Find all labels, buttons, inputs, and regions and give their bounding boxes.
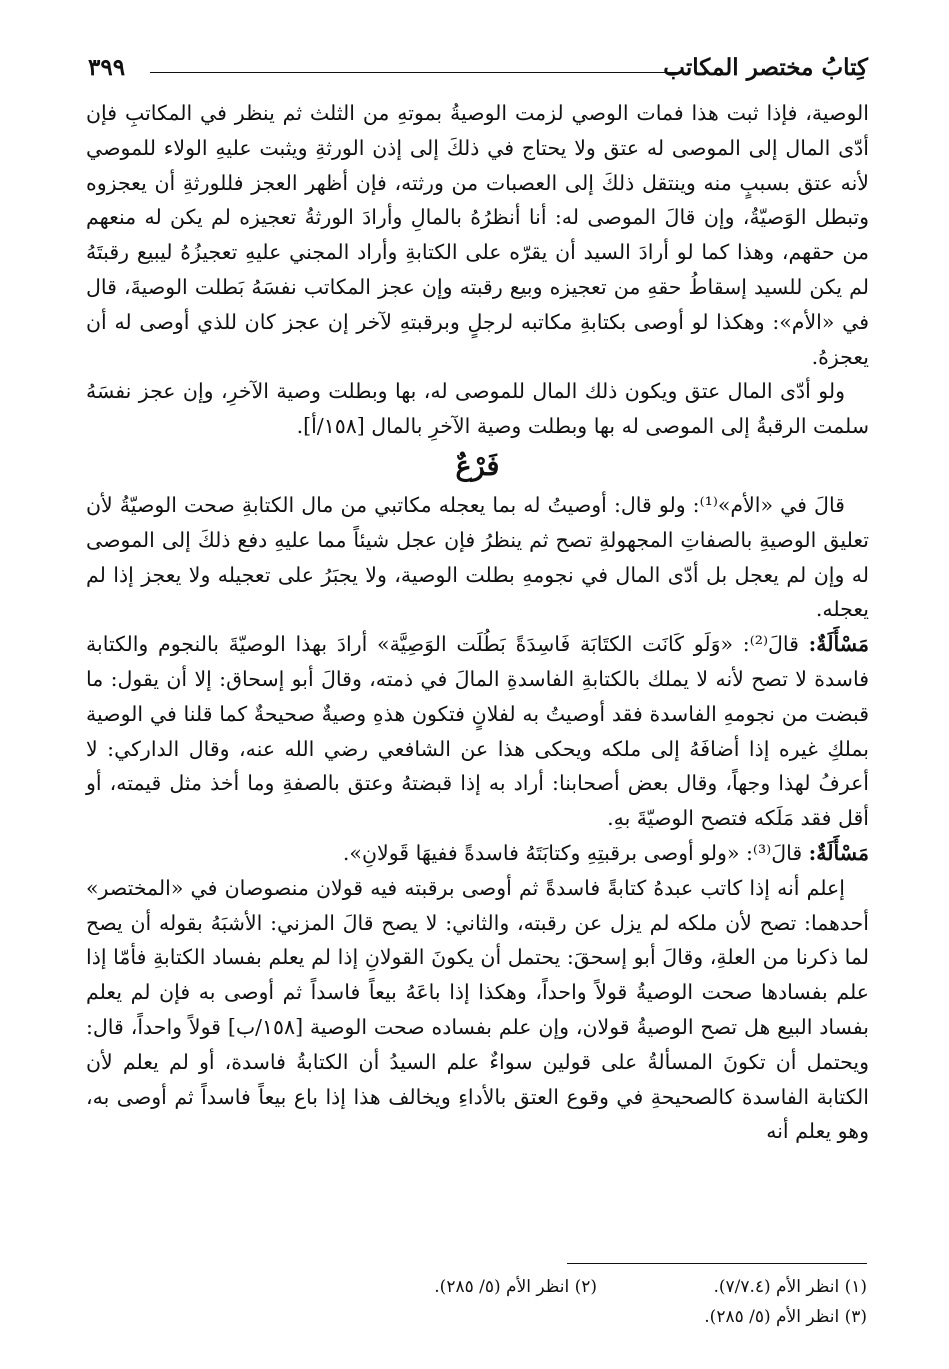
masala-paragraph-2 [86, 836, 869, 871]
header-rule [150, 72, 678, 73]
footnotes [307, 1272, 867, 1332]
header-title: كِتابُ مختصر المكاتب [663, 54, 868, 81]
footnote-2: (٢) انظر الأم (٥/ ٢٨٥). [434, 1277, 597, 1297]
masala-label-1: مَسْأَلَةٌ: [808, 632, 869, 657]
masala-label-2: مَسْأَلَةٌ: [808, 840, 869, 865]
masala-paragraph-1 [86, 627, 869, 836]
paragraph-far: قالَ في «الأم»⁽¹⁾: ولو قال: أوصيتُ له بما يعجله مكاتبي من مال الكتابةِ صحت الوصيّةُ لأن تعليق الوصيةِ بالصفاتِ المجهولةِ تصح ثم ينظرُ فإن عجل شيئاً مما عليهِ دفع ذلكَ إلى الموصى له وإن لم يعجل بل أدّى المال في نجومهِ بطلت الوصية، ولا يجبَرُ على تعجيله ولا يعجز إذا لم يعجله. [86, 492, 869, 622]
masala-text-2: قالَ⁽³⁾: «ولو أوصى برقبتِهِ وكتابَتَهُ فاسدةً ففيهَا قَولانِ». [342, 840, 809, 865]
running-header [88, 54, 868, 90]
masala-text-1: قالَ⁽²⁾: «وَلَو كَانَت الكتَابَة فَاسِدَةً بَطُلَت الوَصِيَّة» أرادَ بهذا الوصيّةَ بالنجوم والكتابة فاسدة لا تصح لأنه لا يملك بالكتابةِ الفاسدةِ المالَ في ذمته، وقالَ أبو إسحاق: إلا أن يقول: ما قبضت من نجومهِ الفاسدة فقد أوصيتُ به لفلانٍ فتكون هذهِ وصيةٌ صحيحةٌ كما قلنا في الوصية بملكِ غيره إذا أضافَهُ إلى ملكه ويحكى هذا عن الشافعي رضي الله عنه، وقال الداركي: لا أعرفُ لهذا وجهاً، وقال بعض أصحابنا: أراد به إذا قبضتهُ وعتق بالصفةِ وما أخذ مثل قيمته، أو أقل فقد مَلَكه فتصح الوصيّةَ بهِ. [86, 632, 869, 831]
footnote-3: (٣) انظر الأم (٥/ ٢٨٥). [704, 1307, 867, 1327]
section-heading: فَرْعٌ [455, 450, 500, 482]
footnote-1: (١) انظر الأم (٧/٧.٤). [713, 1277, 867, 1297]
paragraph-2: ولو أدّى المال عتق ويكون ذلك المال للموصى له، بها وبطلت وصية الآخرِ، وإن عجز نفسَهُ سلمت الرقبةُ إلى الموصى له بها وبطلت وصية الآخرِ بالمال [١٥٨/أ]. [86, 379, 869, 439]
footnote-row-2 [307, 1302, 867, 1332]
paragraph-1: الوصية، فإذا ثبت هذا فمات الوصي لزمت الوصيةُ بموتهِ من الثلث ثم ينظر في المكاتبِ فإن أدّى المال إلى الموصى له عتق ولا يحتاج في ذلكَ إلى إذن الورثةِ ويثبت عليهِ الولاء للموصي لأنه عتق بسببٍ منه وينتقل ذلكَ إلى العصبات من ورثته، فإن أظهر العجز فللورثةِ أن يعجزوه وتبطل الوَصيّةُ، وإن قالَ الموصى له: أنا أنظرُهُ بالمالِ وأرادَ الورثةُ تعجيزه لم يكن له منعهم من حقهم، وهذا كما لو أرادَ السيد أن يقرّه على الكتابةِ وأراد المجني عليهِ تعجيزُهُ ليبيع رقبتَهُ لم يكن للسيد إسقاطُ حقهِ من تعجيزه وبيع رقبته وإن عجز المكاتب نفسَهُ بَطلت الوصيةَ، قال في «الأم»: وهكذا لو أوصى بكتابةِ مكاتبه لرجلٍ وبرقبتهِ لآخر إن عجز كان للذي أوصى له أن يعجزهُ. [86, 101, 869, 369]
paragraph-final: إعلم أنه إذا كاتب عبدهُ كتابةً فاسدةً ثم أوصى برقبته فيه قولان منصوصان في «المختصر» أحدهما: تصح لأن ملكه لم يزل عن رقبته، والثاني: لا يصح قالَ المزني: الأشبَهُ بقوله أن يصح لما ذكرنا من العلةِ، وقالَ أبو إسحقَ: يحتمل أن يكونَ القولانِ إذا لم يعلم بفساد الكتابةِ فأمّا إذا علم بفسادها صحت الوصيةُ قولاً واحداً، وهكذا إذا باعَهُ بيعاً فاسداً ثم أوصى به فإن لم يعلم بفساد البيع هل تصح الوصيةُ قولان، وإن علم بفساده صحت الوصية [١٥٨/ب] قولاً واحداً، قال: ويحتمل أن تكونَ المسألةُ على قولين سواءٌ علم السيدُ أن الكتابةُ فاسدة، أو لم يعلم لأن الكتابة الفاسدة كالصحيحةِ في وقوع العتق بالأداءِ ويخالف هذا إذا باع بيعاً فاسداً ثم أوصى به، وهو يعلم أنه [86, 875, 869, 1144]
page-number: ٣٩٩ [88, 54, 126, 81]
footnote-rule [567, 1263, 867, 1264]
footnote-row-1 [307, 1272, 867, 1302]
body-text [86, 96, 869, 1149]
